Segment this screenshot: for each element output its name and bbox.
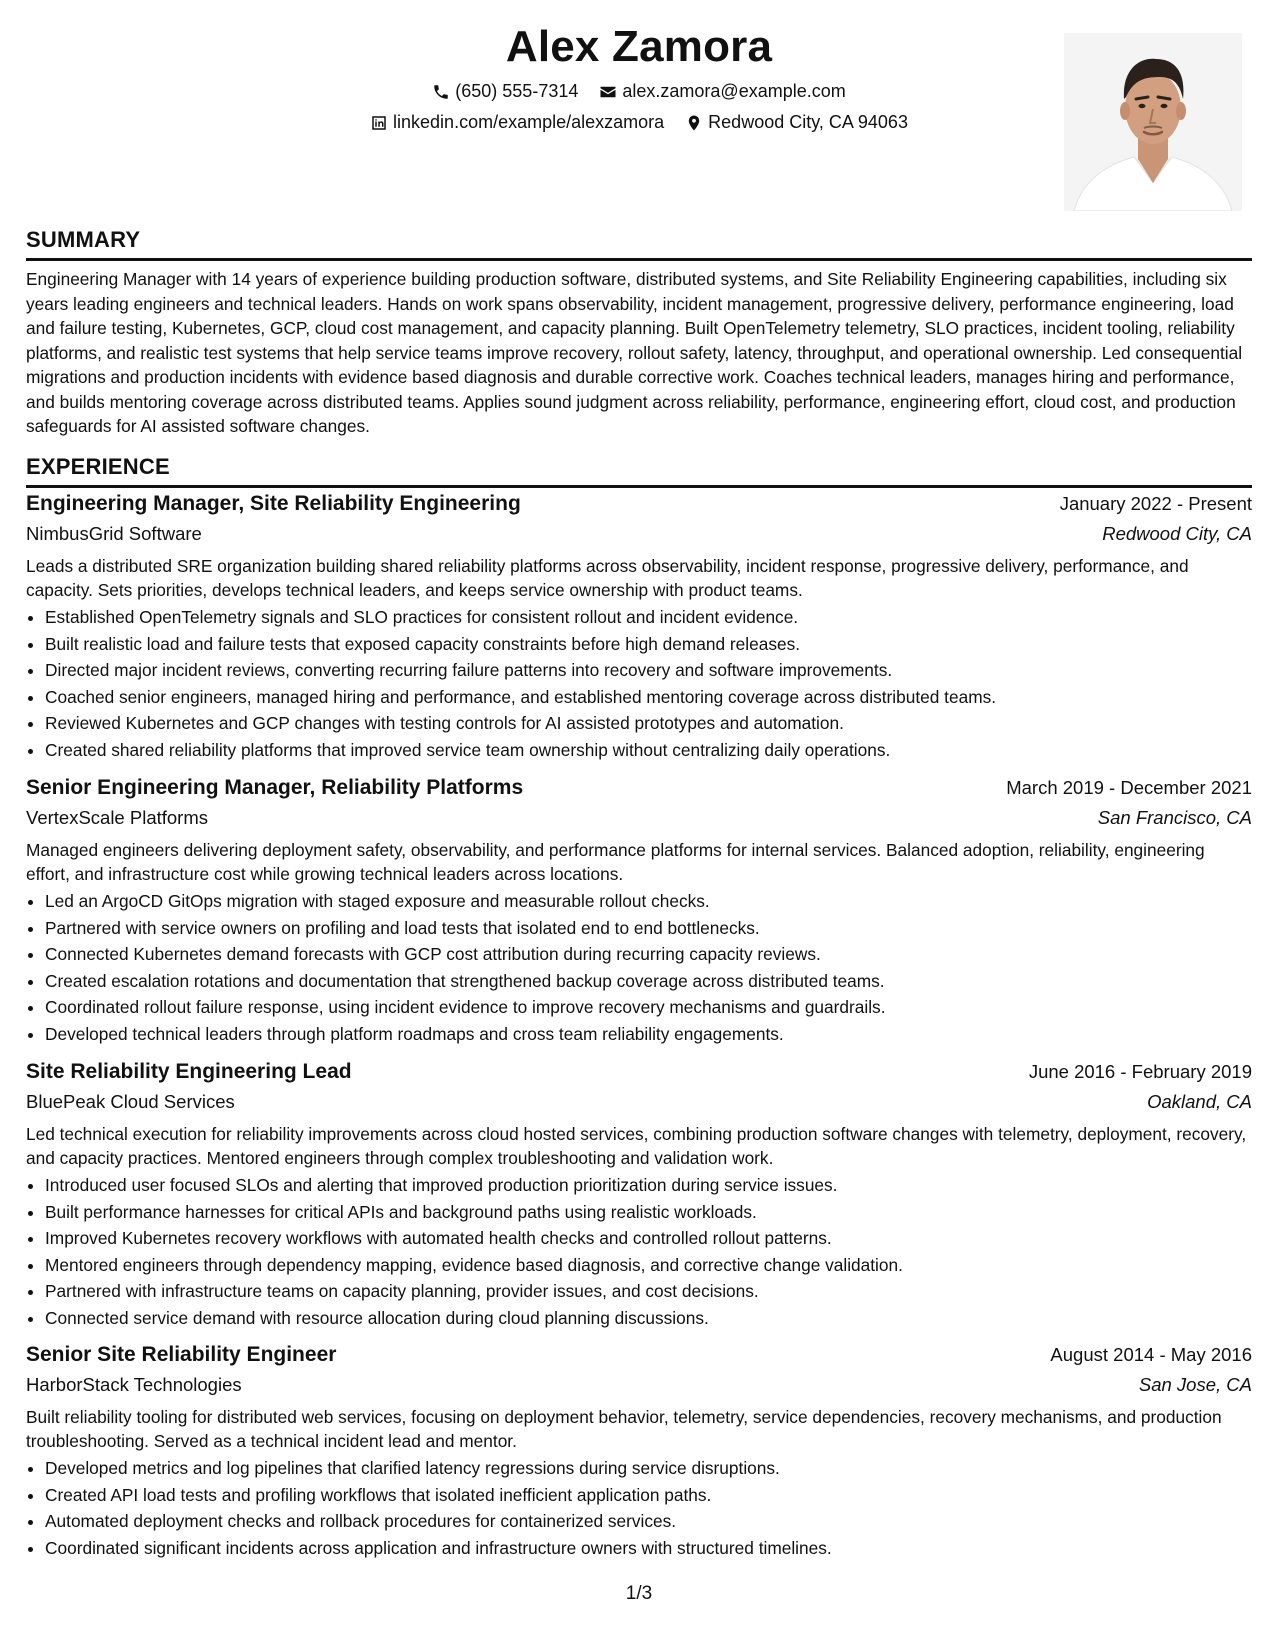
linkedin-url[interactable]: linkedin.com/example/alexzamora — [393, 112, 665, 132]
job-dates: August 2014 - May 2016 — [1050, 1344, 1252, 1365]
page-number: 1/3 — [625, 1583, 653, 1604]
bullet-item: • Partnered with service owners on profiling and load tests that isolated end to end bottlenecks. — [45, 915, 1252, 942]
job-dates: June 2016 - February 2019 — [1028, 1061, 1252, 1082]
resume-page — [26, 0, 1252, 1650]
bullet-item: • Created shared reliability platforms that improved service team ownership without centralizing daily operations. — [45, 737, 1252, 764]
company-name: NimbusGrid Software — [26, 523, 202, 544]
bullet-item: • Connected service demand with resource allocation during cloud planning discussions. — [45, 1305, 1252, 1332]
job-entry — [26, 776, 1252, 1047]
experience-heading: EXPERIENCE — [26, 454, 1252, 488]
job-title: Engineering Manager, Site Reliability Engineering — [26, 492, 521, 515]
bullet-item: • Automated deployment checks and rollback procedures for containerized services. — [45, 1508, 1252, 1535]
bullet-item: • Led an ArgoCD GitOps migration with staged exposure and measurable rollout checks. — [45, 888, 1252, 915]
job-location: San Francisco, CA — [1097, 807, 1252, 828]
bullet-item: • Established OpenTelemetry signals and SLO practices for consistent rollout and incident evidence. — [45, 604, 1252, 631]
summary-text: Engineering Manager with 14 years of experience building production software, distributed systems, and Site Reliability Engineering capabilities, including six years leading engineers and technical leaders. Hands on work spans observability, incident management, progressive delivery, performance engineering, load and failure testing, Kubernetes, GCP, cloud cost management, and capacity planning. Built OpenTelemetry telemetry, SLO practices, incident tooling, reliability platforms, and realistic test systems that help service teams improve recovery, rollout safety, latency, throughput, and operational ownership. Led consequential migrations and production incidents with evidence based diagnosis and durable corrective work. Coaches technical leaders, manages hiring and performance, and builds mentoring coverage across distributed teams. Applies sound judgment across reliability, performance, engineering effort, cloud cost, and production safeguards for AI assisted software changes. — [26, 269, 1243, 436]
job-description: Led technical execution for reliability improvements across cloud hosted services, combining production software changes with telemetry, deployment, recovery, and capacity practices. Mentored engineers through complex troubleshooting and validation work. — [26, 1124, 1247, 1168]
resume-header — [26, 0, 1252, 215]
envelope-icon — [599, 83, 617, 101]
company-name: HarborStack Technologies — [26, 1374, 242, 1395]
job-bullets — [26, 1172, 1252, 1331]
job-title: Senior Engineering Manager, Reliability Platforms — [26, 776, 524, 799]
location-text: Redwood City, CA 94063 — [708, 112, 908, 132]
job-dates: January 2022 - Present — [1059, 493, 1252, 514]
contact-location — [685, 112, 908, 133]
company-name: VertexScale Platforms — [26, 807, 208, 828]
bullet-item: • Introduced user focused SLOs and alerting that improved production prioritization during service issues. — [45, 1172, 1252, 1199]
profile-photo — [1064, 33, 1242, 211]
phone-icon — [432, 83, 450, 101]
job-title: Senior Site Reliability Engineer — [26, 1343, 337, 1366]
email-address[interactable]: alex.zamora@example.com — [622, 81, 846, 101]
phone-number: (650) 555-7314 — [455, 81, 579, 101]
job-bullets — [26, 1455, 1252, 1561]
contact-email[interactable] — [599, 81, 845, 102]
job-location: Redwood City, CA — [1102, 523, 1252, 544]
linkedin-icon — [370, 114, 388, 132]
job-bullets — [26, 888, 1252, 1047]
job-bullets — [26, 604, 1252, 763]
bullet-item: • Created escalation rotations and documentation that strengthened backup coverage across distributed teams. — [45, 968, 1252, 995]
job-location: Oakland, CA — [1147, 1091, 1252, 1112]
job-entry — [26, 1343, 1252, 1561]
bullet-item: • Developed metrics and log pipelines that clarified latency regressions during service disruptions. — [45, 1455, 1252, 1482]
bullet-item: • Reviewed Kubernetes and GCP changes with testing controls for AI assisted prototypes and automation. — [45, 710, 1252, 737]
bullet-item: • Created API load tests and profiling workflows that isolated inefficient application paths. — [45, 1482, 1252, 1509]
bullet-item: • Mentored engineers through dependency mapping, evidence based diagnosis, and corrective change validation. — [45, 1252, 1252, 1279]
summary-heading: SUMMARY — [26, 227, 1252, 261]
job-description: Built reliability tooling for distributed web services, focusing on deployment behavior, telemetry, service dependencies, recovery mechanisms, and production troubleshooting. Served as a technical incident lead and mentor. — [26, 1407, 1222, 1451]
candidate-name: Alex Zamora — [505, 22, 773, 71]
map-pin-icon — [685, 114, 703, 132]
contact-linkedin[interactable] — [370, 112, 664, 133]
bullet-item: • Coached senior engineers, managed hiring and performance, and established mentoring coverage across distributed teams. — [45, 684, 1252, 711]
bullet-item: • Coordinated significant incidents across application and infrastructure owners with structured timelines. — [45, 1535, 1252, 1562]
company-name: BluePeak Cloud Services — [26, 1091, 235, 1112]
bullet-item: • Connected Kubernetes demand forecasts with GCP cost attribution during recurring capacity reviews. — [45, 941, 1252, 968]
bullet-item: • Developed technical leaders through platform roadmaps and cross team reliability engagements. — [45, 1021, 1252, 1048]
job-entry — [26, 492, 1252, 763]
job-description: Leads a distributed SRE organization building shared reliability platforms across observability, incident response, progressive delivery, performance, and capacity. Sets priorities, develops technical leaders, and keeps service ownership with product teams. — [26, 556, 1189, 600]
job-description: Managed engineers delivering deployment safety, observability, and performance platforms for internal services. Balanced adoption, reliability, engineering effort, and infrastructure cost while growing technical leaders across locations. — [26, 840, 1205, 884]
bullet-item: • Partnered with infrastructure teams on capacity planning, provider issues, and cost decisions. — [45, 1278, 1252, 1305]
job-dates: March 2019 - December 2021 — [1006, 777, 1252, 798]
bullet-item: • Improved Kubernetes recovery workflows with automated health checks and controlled rollout patterns. — [45, 1225, 1252, 1252]
contact-phone — [432, 81, 578, 102]
job-entry — [26, 1060, 1252, 1331]
bullet-item: • Coordinated rollout failure response, using incident evidence to improve recovery mechanisms and guardrails. — [45, 994, 1252, 1021]
bullet-item: • Built realistic load and failure tests that exposed capacity constraints before high demand releases. — [45, 631, 1252, 658]
bullet-item: • Directed major incident reviews, converting recurring failure patterns into recovery and software improvements. — [45, 657, 1252, 684]
job-location: San Jose, CA — [1138, 1374, 1252, 1395]
bullet-item: • Built performance harnesses for critical APIs and background paths using realistic workloads. — [45, 1199, 1252, 1226]
job-title: Site Reliability Engineering Lead — [26, 1060, 352, 1083]
